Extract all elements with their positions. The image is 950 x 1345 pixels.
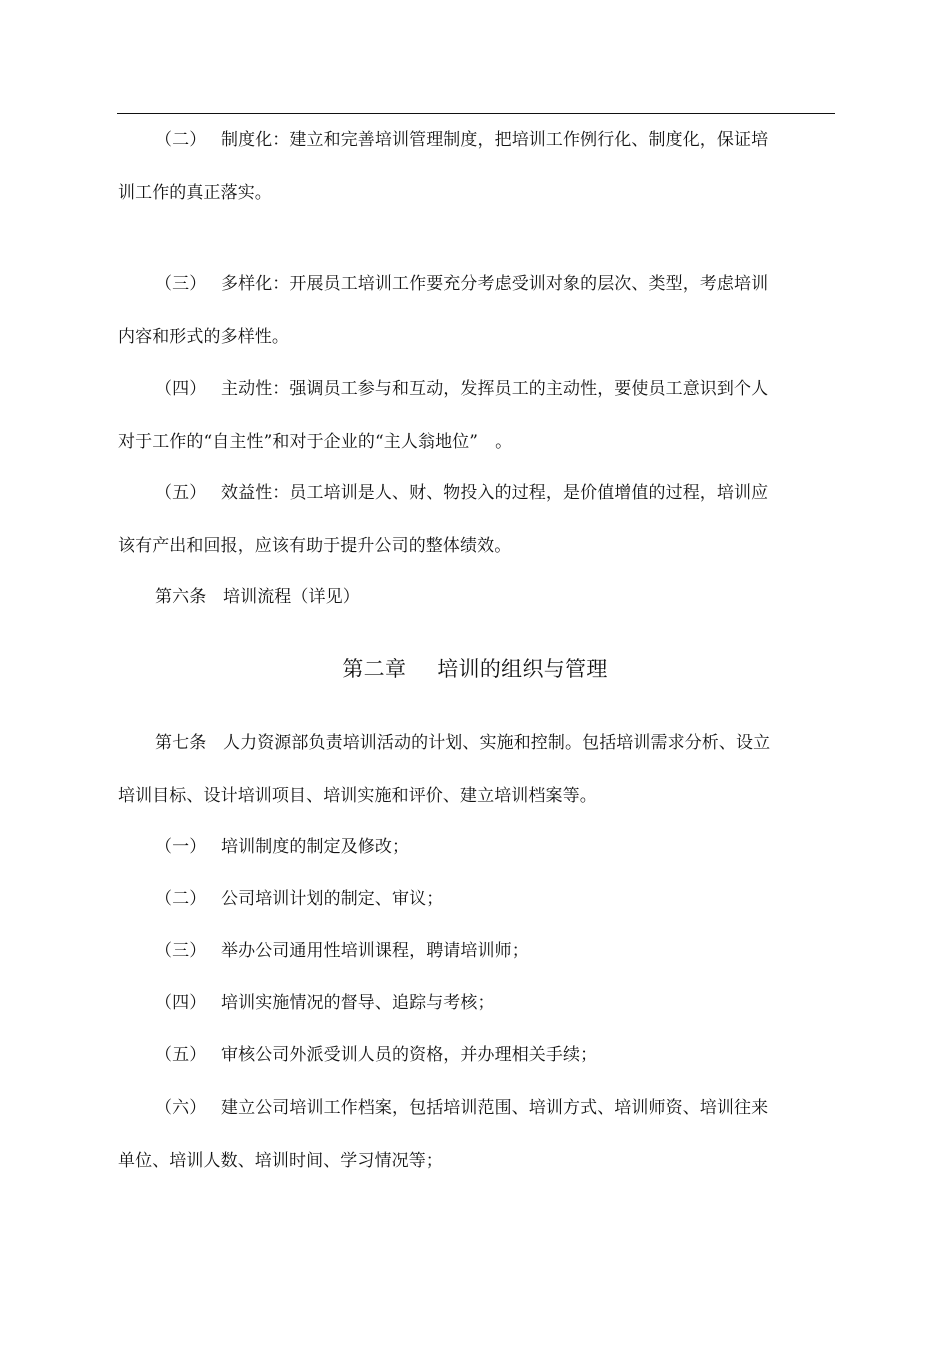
duty-item-6-continued: 单位、培训人数、培训时间、学习情况等； xyxy=(118,1151,443,1171)
principle-item-5 xyxy=(155,481,845,505)
item-number: （四） xyxy=(155,993,207,1013)
item-number: （五） xyxy=(155,483,207,503)
principle-item-3-continued: 内容和形式的多样性。 xyxy=(118,327,289,347)
duty-item-5 xyxy=(155,1043,845,1067)
header-rule xyxy=(117,113,835,114)
duty-item-1 xyxy=(155,835,845,859)
principle-item-4-continued: 对于工作的“自主性”和对于企业的“主人翁地位” 。 xyxy=(118,432,513,452)
item-text: 效益性：员工培训是人、财、物投入的过程，是价值增值的过程，培训应 xyxy=(221,483,769,503)
item-text: 主动性：强调员工参与和互动，发挥员工的主动性，要使员工意识到个人 xyxy=(221,379,769,399)
article-label: 第六条 xyxy=(155,587,207,607)
item-text: 审核公司外派受训人员的资格，并办理相关手续； xyxy=(221,1045,598,1065)
chapter-heading xyxy=(0,655,950,683)
item-text: 公司培训计划的制定、审议； xyxy=(221,889,444,909)
item-number: （三） xyxy=(155,274,207,294)
item-number: （二） xyxy=(155,130,207,150)
item-number: （一） xyxy=(155,837,207,857)
item-number: （三） xyxy=(155,941,207,961)
item-text: 多样化：开展员工培训工作要充分考虑受训对象的层次、类型，考虑培训 xyxy=(221,274,769,294)
item-text: 培训实施情况的督导、追踪与考核； xyxy=(221,993,495,1013)
item-text: 举办公司通用性培训课程，聘请培训师； xyxy=(221,941,529,961)
principle-item-5-continued: 该有产出和回报，应该有助于提升公司的整体绩效。 xyxy=(118,536,512,556)
item-number: （五） xyxy=(155,1045,207,1065)
article-7-continued: 培训目标、设计培训项目、培训实施和评价、建立培训档案等。 xyxy=(118,786,597,806)
duty-item-4 xyxy=(155,991,845,1015)
chapter-title: 培训的组织与管理 xyxy=(437,657,608,681)
item-number: （六） xyxy=(155,1098,207,1118)
item-text: 培训制度的制定及修改； xyxy=(221,837,410,857)
principle-item-2-continued: 训工作的真正落实。 xyxy=(118,183,272,203)
duty-item-2 xyxy=(155,887,845,911)
item-number: （二） xyxy=(155,889,207,909)
article-7 xyxy=(155,731,845,755)
item-text: 建立公司培训工作档案，包括培训范围、培训方式、培训师资、培训往来 xyxy=(221,1098,769,1118)
article-text: 培训流程（详见） xyxy=(223,587,360,607)
chapter-label: 第二章 xyxy=(342,657,407,681)
duty-item-6 xyxy=(155,1096,845,1120)
item-text: 制度化：建立和完善培训管理制度，把培训工作例行化、制度化，保证培 xyxy=(221,130,769,150)
item-number: （四） xyxy=(155,379,207,399)
article-6 xyxy=(155,585,845,609)
article-label: 第七条 xyxy=(155,733,207,753)
principle-item-3 xyxy=(155,272,845,296)
article-text: 人力资源部负责培训活动的计划、实施和控制。包括培训需求分析、设立 xyxy=(223,733,771,753)
duty-item-3 xyxy=(155,939,845,963)
principle-item-4 xyxy=(155,377,845,401)
principle-item-2 xyxy=(155,128,845,152)
